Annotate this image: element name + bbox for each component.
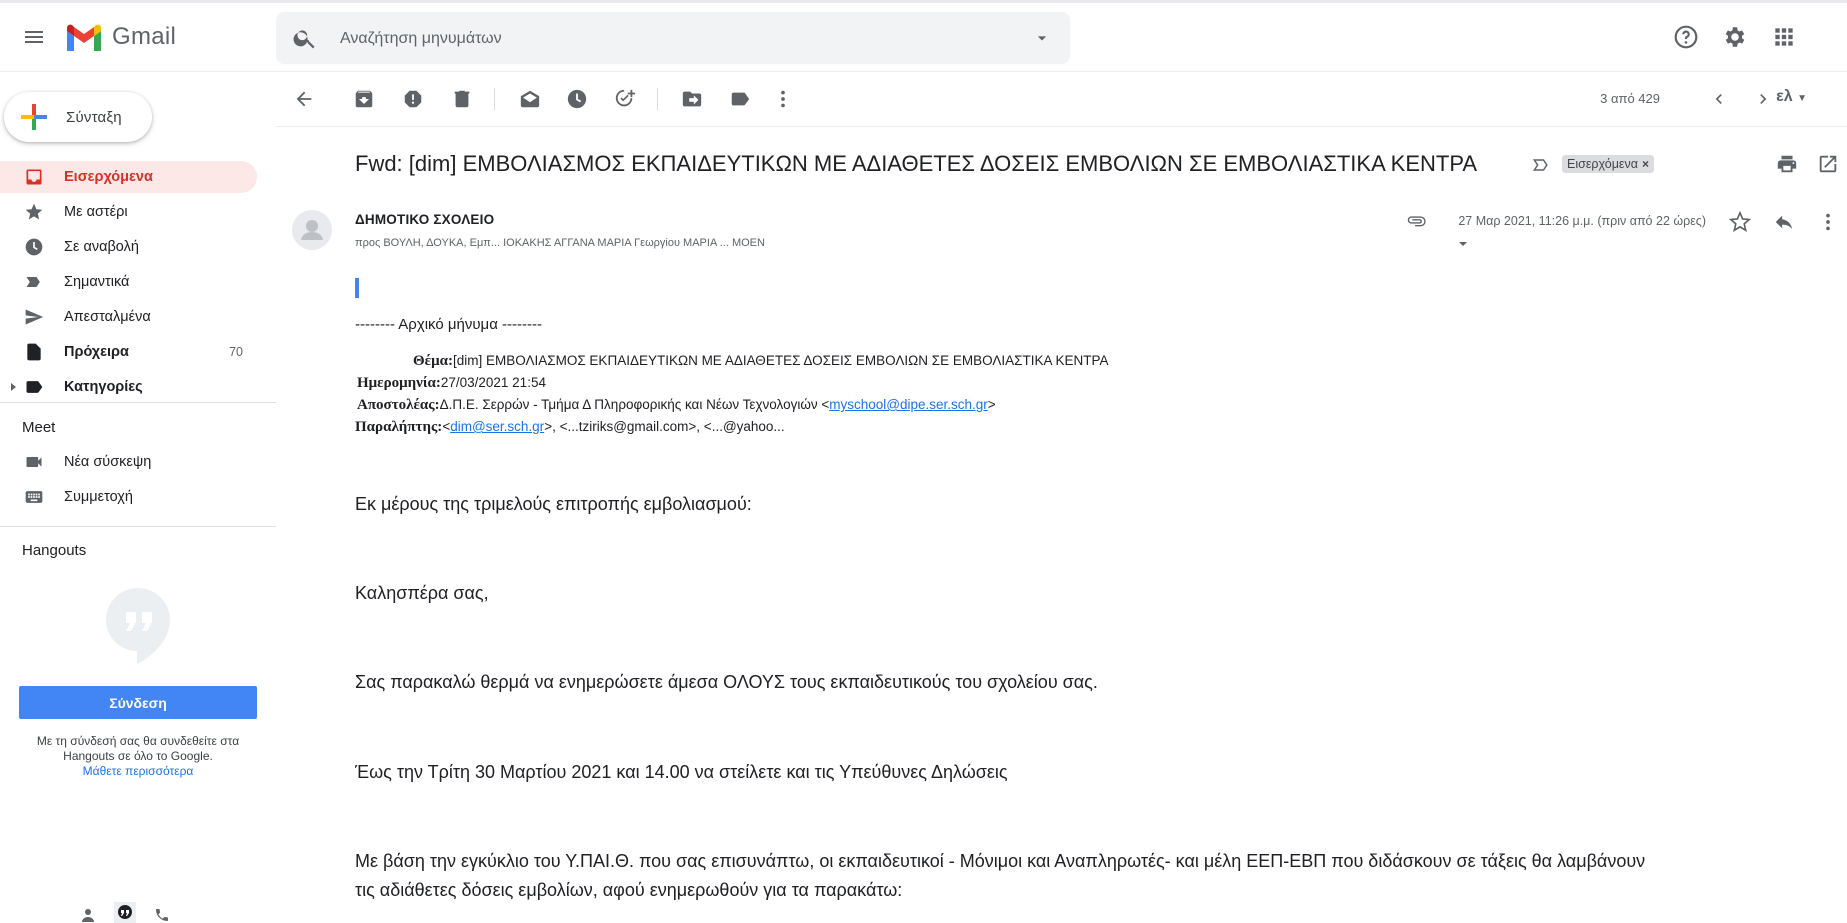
body-paragraph: Έως την Τρίτη 30 Μαρτίου 2021 και 14.00 να στείλετε και τις Υπεύθυνες Δηλώσεις: [355, 762, 1008, 782]
body-paragraph: Καλησπέρα σας,: [355, 583, 489, 603]
sidebar-item-label: Σε αναβολή: [64, 239, 139, 255]
sidebar-item-label: Πρόχειρα: [64, 344, 129, 360]
search-options-icon[interactable]: [1032, 28, 1052, 48]
archive-icon[interactable]: [353, 88, 375, 110]
toolbar-separator: [657, 88, 658, 110]
chevron-left-icon[interactable]: [1709, 89, 1729, 109]
fwd-to-open: <: [442, 419, 451, 434]
person-icon[interactable]: [80, 907, 96, 923]
draft-icon: [24, 342, 44, 362]
fwd-subject-row: [413, 353, 1108, 370]
important-marker-icon[interactable]: [1531, 155, 1551, 175]
inbox-icon: [24, 167, 44, 187]
hangouts-signin-note: Με τη σύνδεσή σας θα συνδεθείτε στα Hangouts σε όλο το Google.: [36, 734, 240, 763]
sidebar-item-label: Νέα σύσκεψη: [64, 454, 152, 470]
plus-icon: [18, 101, 50, 133]
header: [0, 3, 1847, 72]
message-subject: Fwd: [dim] ΕΜΒΟΛΙΑΣΜΟΣ ΕΚΠΑΙΔΕΥΤΙΚΩΝ ΜΕ ΑΔΙΑΘΕΤΕΣ ΔΟΣΕΙΣ ΕΜΒΟΛΙΩΝ ΣΕ ΕΜΒΟΛΙΑΣΤΙΚΑ ΚΕΝΤΡΑ: [355, 151, 1478, 176]
sidebar-divider: [0, 526, 276, 527]
back-arrow-icon[interactable]: [293, 88, 315, 110]
body-paragraph: τις αδιάθετες δόσεις εμβολίων, αφού ενημερωθούν για τα παρακάτω:: [355, 880, 903, 900]
sidebar-item-categories[interactable]: [0, 371, 257, 403]
learn-more-link[interactable]: Μάθετε περισσότερα: [82, 764, 194, 778]
sidebar-item-sent[interactable]: [0, 301, 257, 333]
chevron-right-icon[interactable]: [1753, 89, 1773, 109]
report-spam-icon[interactable]: [402, 88, 424, 110]
toolbar-separator: [494, 88, 495, 110]
fwd-subject-key: Θέμα:: [413, 353, 453, 369]
fwd-to-email-link[interactable]: dim@ser.sch.gr: [450, 419, 545, 434]
labels-icon[interactable]: [729, 88, 751, 110]
fwd-from-value: Δ.Π.Ε. Σερρών - Τμήμα Δ Πληροφορικής και Νέων Τεχνολογιών <: [439, 397, 830, 412]
sender-name: ΔΗΜΟΤΙΚΟ ΣΧΟΛΕΙΟ: [355, 212, 495, 227]
hangouts-icon[interactable]: [114, 902, 136, 923]
expand-arrow-icon[interactable]: [8, 382, 18, 392]
recipients-line[interactable]: προς ΒΟΥΛΗ, ΔΟΥΚΑ, Εμπ... ΙΟΚΑΚΗΣ ΑΓΓΑΝΑ ΜΑΡΙΑ Γεωργίου ΜΑΡΙΑ ... ΜΟΕΝ: [355, 238, 765, 249]
attachment-clip-icon: [1405, 212, 1427, 228]
clock-icon: [24, 237, 44, 257]
menu-icon: [22, 25, 46, 49]
settings-gear-icon[interactable]: [1722, 24, 1748, 50]
pagination-text: 3 από 429: [1600, 91, 1660, 106]
search-input[interactable]: [338, 24, 982, 54]
label-chip-text: Εισερχόμενα: [1567, 157, 1638, 171]
hangouts-quote-icon: [104, 586, 172, 666]
fwd-from-row: [357, 397, 996, 414]
fwd-to-rest: >, <...tziriks@gmail.com>, <...@yahoo...: [544, 419, 785, 434]
sidebar-item-label: Εισερχόμενα: [64, 169, 153, 185]
star-outline-icon[interactable]: [1729, 211, 1751, 233]
hangouts-bottom-bar: [80, 902, 170, 923]
sidebar-item-label: Συμμετοχή: [64, 489, 133, 505]
mark-unread-icon[interactable]: [519, 88, 541, 110]
sidebar-item-drafts[interactable]: [0, 336, 257, 368]
inbox-label-chip: [1562, 155, 1654, 173]
reply-icon[interactable]: [1773, 211, 1795, 233]
gmail-logo[interactable]: [64, 21, 176, 53]
input-language-label: ελ: [1776, 88, 1793, 105]
sidebar-item-new-meeting[interactable]: [0, 446, 257, 478]
input-language-selector[interactable]: [1776, 88, 1807, 106]
default-avatar-icon: [292, 210, 332, 250]
show-details-icon[interactable]: [1458, 240, 1468, 248]
more-vertical-icon[interactable]: [772, 88, 794, 110]
hangouts-title: Hangouts: [22, 542, 87, 559]
fwd-from-email-link[interactable]: myschool@dipe.ser.sch.gr: [829, 397, 988, 412]
fwd-date-key: Ημερομηνία:: [357, 375, 441, 391]
sidebar-item-label: Με αστέρι: [64, 204, 128, 220]
label-icon: [24, 377, 44, 397]
text-cursor-marker: [355, 278, 359, 298]
fwd-to-key: Παραλήπτης:: [355, 419, 443, 435]
chevron-down-icon: ▼: [1797, 93, 1807, 104]
search-bar: [276, 12, 1070, 64]
phone-icon[interactable]: [154, 907, 170, 923]
body-paragraph: Εκ μέρους της τριμελούς επιτροπής εμβολιασμού:: [355, 494, 752, 514]
label-important-icon: [24, 272, 44, 292]
compose-button[interactable]: [4, 92, 152, 142]
fwd-date-value: 27/03/2021 21:54: [440, 375, 546, 390]
sidebar-item-starred[interactable]: [0, 196, 257, 228]
sidebar-item-important[interactable]: [0, 266, 257, 298]
body-paragraph: Σας παρακαλώ θερμά να ενημερώσετε άμεσα ΟΛΟΥΣ τους εκπαιδευτικούς του σχολείου σας.: [355, 672, 1098, 692]
delete-trash-icon[interactable]: [451, 88, 473, 110]
apps-grid-icon[interactable]: [1771, 24, 1797, 50]
fwd-from-close: >: [987, 397, 996, 412]
drafts-count: 70: [229, 345, 243, 359]
main-menu-button[interactable]: [14, 17, 54, 57]
gmail-m-icon: [64, 22, 104, 52]
fwd-subject-value: [dim] ΕΜΒΟΛΙΑΣΜΟΣ ΕΚΠΑΙΔΕΥΤΙΚΩΝ ΜΕ ΑΔΙΑΘΕΤΕΣ ΔΟΣΕΙΣ ΕΜΒΟΛΙΩΝ ΣΕ ΕΜΒΟΛΙΑΣΤΙΚΑ ΚΕΝΤΡΑ: [452, 353, 1109, 368]
keyboard-icon: [24, 487, 44, 507]
search-icon[interactable]: [292, 25, 318, 51]
sidebar-item-inbox[interactable]: [0, 161, 257, 193]
body-paragraph: Με βάση την εγκύκλιο του Υ.ΠΑΙ.Θ. που σας επισυνάπτω, οι εκπαιδευτικοί - Μόνιμοι και Αναπληρωτές- και μέλη ΕΕΠ-ΕΒΠ που διδάσκουν σε τάξεις θα λαμβάνουν: [355, 851, 1646, 871]
sidebar-item-label: Απεσταλμένα: [64, 309, 151, 325]
sidebar-item-join-meeting[interactable]: [0, 481, 257, 513]
help-icon[interactable]: [1673, 24, 1699, 50]
message-date: 27 Μαρ 2021, 11:26 μ.μ. (πριν από 22 ώρες): [1458, 214, 1706, 228]
send-icon: [24, 307, 44, 327]
message-toolbar: [276, 72, 1847, 127]
print-icon[interactable]: [1776, 153, 1798, 175]
sidebar-item-label: Σημαντικά: [64, 274, 130, 290]
remove-label-icon[interactable]: ×: [1641, 157, 1649, 171]
sidebar-item-label: Κατηγορίες: [64, 379, 143, 395]
compose-label: Σύνταξη: [66, 108, 122, 126]
move-to-icon[interactable]: [681, 88, 703, 110]
add-to-tasks-icon[interactable]: [614, 88, 636, 110]
fwd-to-row: [355, 419, 1415, 437]
open-new-window-icon[interactable]: [1817, 153, 1839, 175]
hangouts-signin-button[interactable]: Σύνδεση: [19, 686, 257, 719]
sender-avatar[interactable]: [292, 210, 332, 250]
fwd-from-key: Αποστολέας:: [357, 397, 440, 413]
app-name: Gmail: [112, 23, 177, 50]
sidebar-divider: [0, 402, 276, 403]
snooze-clock-icon[interactable]: [566, 88, 588, 110]
meet-title: Meet: [22, 419, 56, 436]
sidebar-item-snoozed[interactable]: [0, 231, 257, 263]
star-icon: [24, 202, 44, 222]
sidebar: [0, 72, 276, 923]
video-camera-icon: [24, 452, 44, 472]
fwd-date-row: [357, 375, 546, 392]
forward-separator: -------- Αρχικό μήνυμα --------: [355, 316, 543, 333]
message-more-icon[interactable]: [1817, 211, 1839, 233]
